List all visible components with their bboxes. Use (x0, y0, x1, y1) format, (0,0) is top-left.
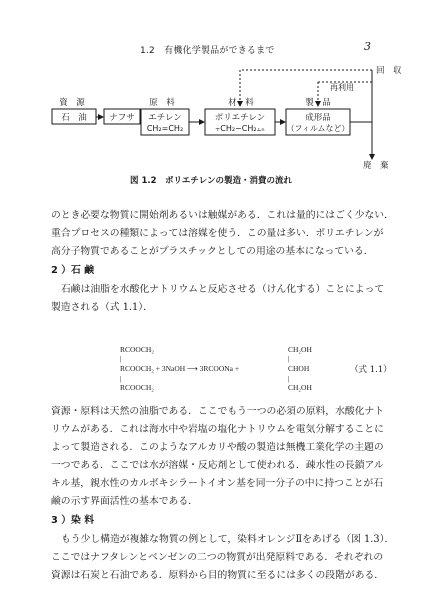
body-line: ここではナフタレンとベンゼンの二つの物質が出発原料である．それぞれの (51, 552, 384, 563)
eq-left-row1: RCOOCH₂ (120, 345, 154, 354)
eq-glycerol-pipe2: | (288, 374, 290, 383)
eq-glycerol-row2: CHOH (288, 364, 310, 373)
box-molded-label: 成形品 (305, 113, 331, 123)
box-molded (286, 109, 350, 135)
eq-glycerol-pipe1: | (288, 354, 290, 363)
body-line: 製造される（式 1.1）． (51, 302, 153, 313)
body-line: 資源は石炭と石油である．原料から目的物質に至るには多くの段階がある． (51, 570, 385, 581)
label-product: 製 品 (305, 98, 331, 108)
label-reuse: 再利用 (330, 83, 354, 92)
body-line: 重合プロセスの種類によっては溶媒を使う．この量は多い．ポリエチレンが (51, 228, 384, 239)
label-zairyo: 材 料 (228, 98, 254, 108)
label-waste: 廃 棄 (363, 161, 389, 171)
eq-glycerol-row3: CH₂OH (288, 383, 312, 392)
body-line: よって製造される．このようなアルカリや酸の製造は無機工業化学の主題の (51, 442, 384, 453)
eq-left-pipe2: | (120, 374, 122, 383)
box-ethylene-formula: CH₂=CH₂ (146, 124, 184, 133)
body-line: 資源・原料は天然の油脂である．ここでもう一つの必須の原料，水酸化ナト (51, 406, 385, 417)
polyethylene-flow-diagram (0, 60, 422, 175)
page-number: 3 (364, 40, 371, 53)
box-oil-label: 石 油 (61, 113, 87, 123)
box-ethylene (141, 109, 189, 135)
body-line: もう少し構造が複雑な物質の例として，染料オレンジⅡをあげる（図 1.3）． (61, 534, 395, 545)
body-line: のとき必要な物質に開始剤あるいは触媒がある．これは量的にはごく少ない． (51, 210, 394, 221)
box-polyethylene-label: ポリエチレン (214, 113, 266, 123)
body-line: 石鹸は油脂を水酸化ナトリウムと反応させる（けん化する）ことによって (61, 284, 385, 295)
eq-glycerol-row1: CH₂OH (288, 345, 312, 354)
section-heading-dye: 3 ）染 料 (51, 515, 95, 526)
box-polyethylene (205, 109, 275, 135)
body-line: リウムがある．これは海水中や岩塩の塩化ナトリウムを電気分解することに (51, 424, 384, 435)
equation-number: （式 1.1） (350, 365, 392, 375)
label-recovery: 回 収 (376, 66, 402, 76)
body-line: キル基，親水性のカルボキシラートイオン基を同一分子の中に持つことが石 (51, 478, 384, 489)
body-line: 一つである．ここでは水が溶媒・反応剤として使われる．疎水性の長鎖アル (51, 460, 384, 471)
label-material: 原 料 (149, 98, 175, 108)
box-naphtha-label: ナフサ (109, 113, 135, 123)
eq-left-row3: RCOOCH₂ (120, 383, 154, 392)
box-naphtha (104, 109, 140, 124)
body-line: 高分子物質であることがプラスチックとしての用途の基本になっている． (51, 246, 374, 257)
running-head: 1.2 有機化学製品ができるまで (140, 46, 275, 56)
section-heading-soap: 2 ）石 鹸 (51, 265, 95, 276)
figure-caption: 図 1.2 ポリエチレンの製造・消費の流れ (130, 176, 292, 186)
equation-1-1 (110, 345, 410, 403)
box-oil (52, 109, 96, 124)
box-polyethylene-formula: ⫟CH₂−CH₂⫠ₙ (215, 124, 265, 133)
box-ethylene-label: エチレン (148, 113, 182, 123)
eq-left-pipe1: | (120, 354, 122, 363)
label-resource: 資 源 (59, 98, 85, 108)
box-molded-sub: （フィルムなど） (286, 124, 350, 133)
body-line: 鹸の示す界面活性の基本である． (51, 496, 198, 507)
eq-left-row2: RCOOCH₂ + 3NaOH ⟶ 3RCOONa + (120, 364, 240, 373)
